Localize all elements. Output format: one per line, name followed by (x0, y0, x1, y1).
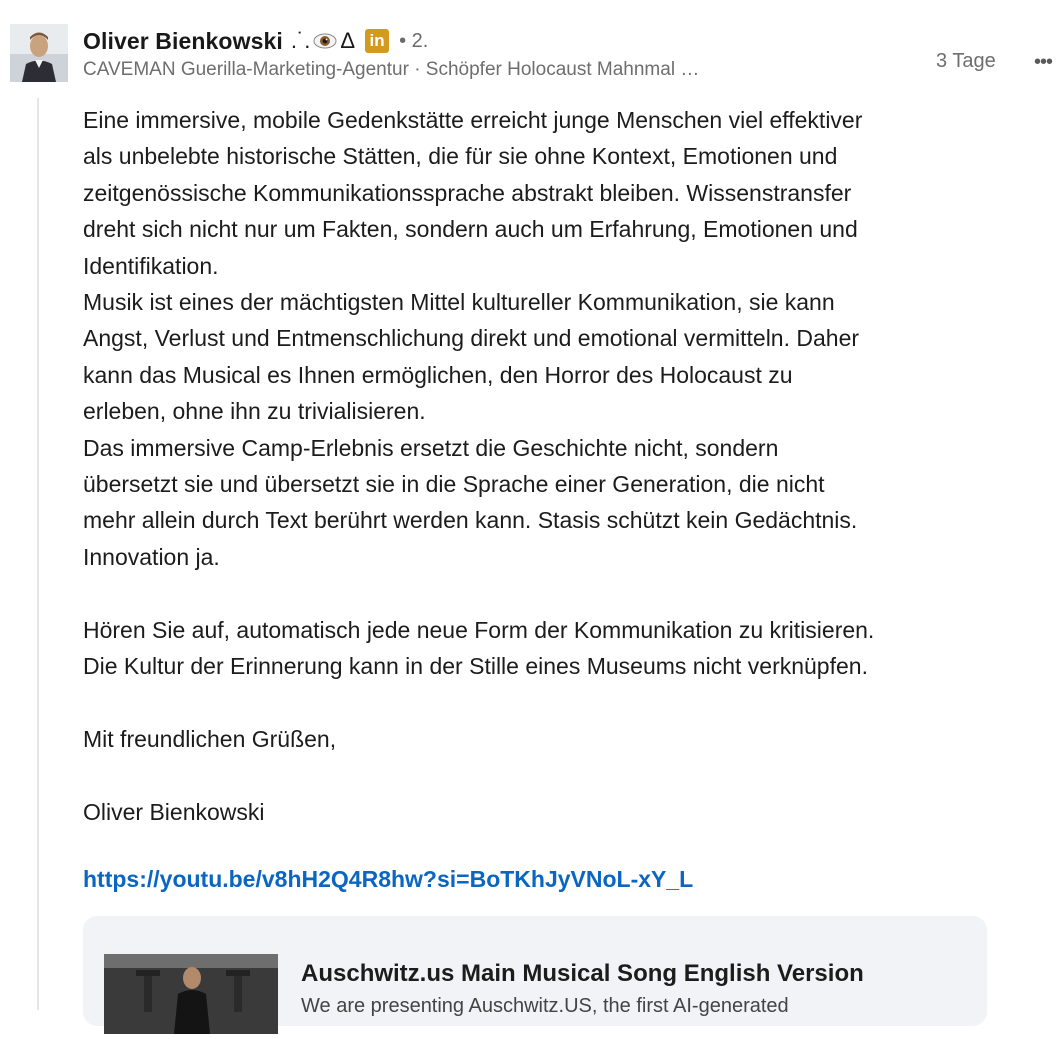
link-preview-card[interactable] (83, 916, 987, 1026)
delta-symbol: Δ (340, 28, 356, 53)
post-spacer (83, 757, 1003, 793)
post-paragraph: Eine immersive, mobile Gedenkstätte erreicht junge Menschen viel effektiver als unbelebte historische Stätten, die für sie ohne Kontext, Emotionen und zeitgenössische Kommunikationssprache abstrakt bleiben. Wissenstransfer dreht sich nicht nur um Fakten, sondern auch um Erfahrung, Emotionen und Identifikation. (83, 107, 863, 279)
more-options-button[interactable] (1023, 48, 1063, 76)
thread-line (37, 98, 39, 1010)
post-signature: Oliver Bienkowski (83, 798, 265, 825)
post-paragraph: Das immersive Camp-Erlebnis ersetzt die Geschichte nicht, sondern übersetzt sie und übersetzt sie in die Sprache einer Generation, die nicht mehr allein durch Text berührt werden kann. Stasis schützt kein Gedächtnis. Innovation ja. (83, 434, 858, 570)
name-decoration-dots: .˙. (290, 28, 311, 53)
eye-icon (313, 32, 337, 50)
preview-title: Auschwitz.us Main Musical Song English Version (301, 960, 864, 987)
author-avatar[interactable] (10, 24, 68, 82)
preview-thumbnail (104, 954, 278, 1034)
post-body (83, 102, 1003, 830)
avatar-photo (10, 24, 68, 82)
post-spacer (83, 575, 1003, 611)
post-header (83, 24, 1052, 88)
name-decoration (291, 28, 355, 54)
post-paragraph: Musik ist eines der mächtigsten Mittel kultureller Kommunikation, sie kann Angst, Verlust und Entmenschlichung direkt und emotional vermitteln. Daher kann das Musical es Ihnen ermöglichen, den Horror des Holocaust zu erleben, ohne ihn zu trivialisieren. (83, 289, 860, 425)
post-spacer (83, 685, 1003, 721)
thumbnail-image (104, 954, 278, 1034)
author-headline: CAVEMAN Guerilla-Marketing-Agentur · Schöpfer Holocaust Mahnmal … (83, 59, 700, 80)
author-name-row (83, 26, 428, 56)
post-paragraph: Hören Sie auf, automatisch jede neue Form der Kommunikation zu kritisieren. Die Kultur der Erinnerung kann in der Stille eines Museums nicht verknüpfen. (83, 616, 875, 680)
connection-degree: • 2. (399, 29, 429, 52)
post-timestamp: 3 Tage (936, 50, 996, 72)
author-name[interactable]: Oliver Bienkowski (83, 27, 283, 54)
post-greeting: Mit freundlichen Grüßen, (83, 725, 337, 752)
linkedin-icon: in (365, 29, 389, 53)
more-icon: ••• (1033, 50, 1052, 73)
youtube-link[interactable]: https://youtu.be/v8hH2Q4R8hw?si=BoTKhJyVNoL-xY_L (83, 866, 694, 892)
preview-description: We are presenting Auschwitz.US, the first AI-generated (301, 995, 789, 1017)
